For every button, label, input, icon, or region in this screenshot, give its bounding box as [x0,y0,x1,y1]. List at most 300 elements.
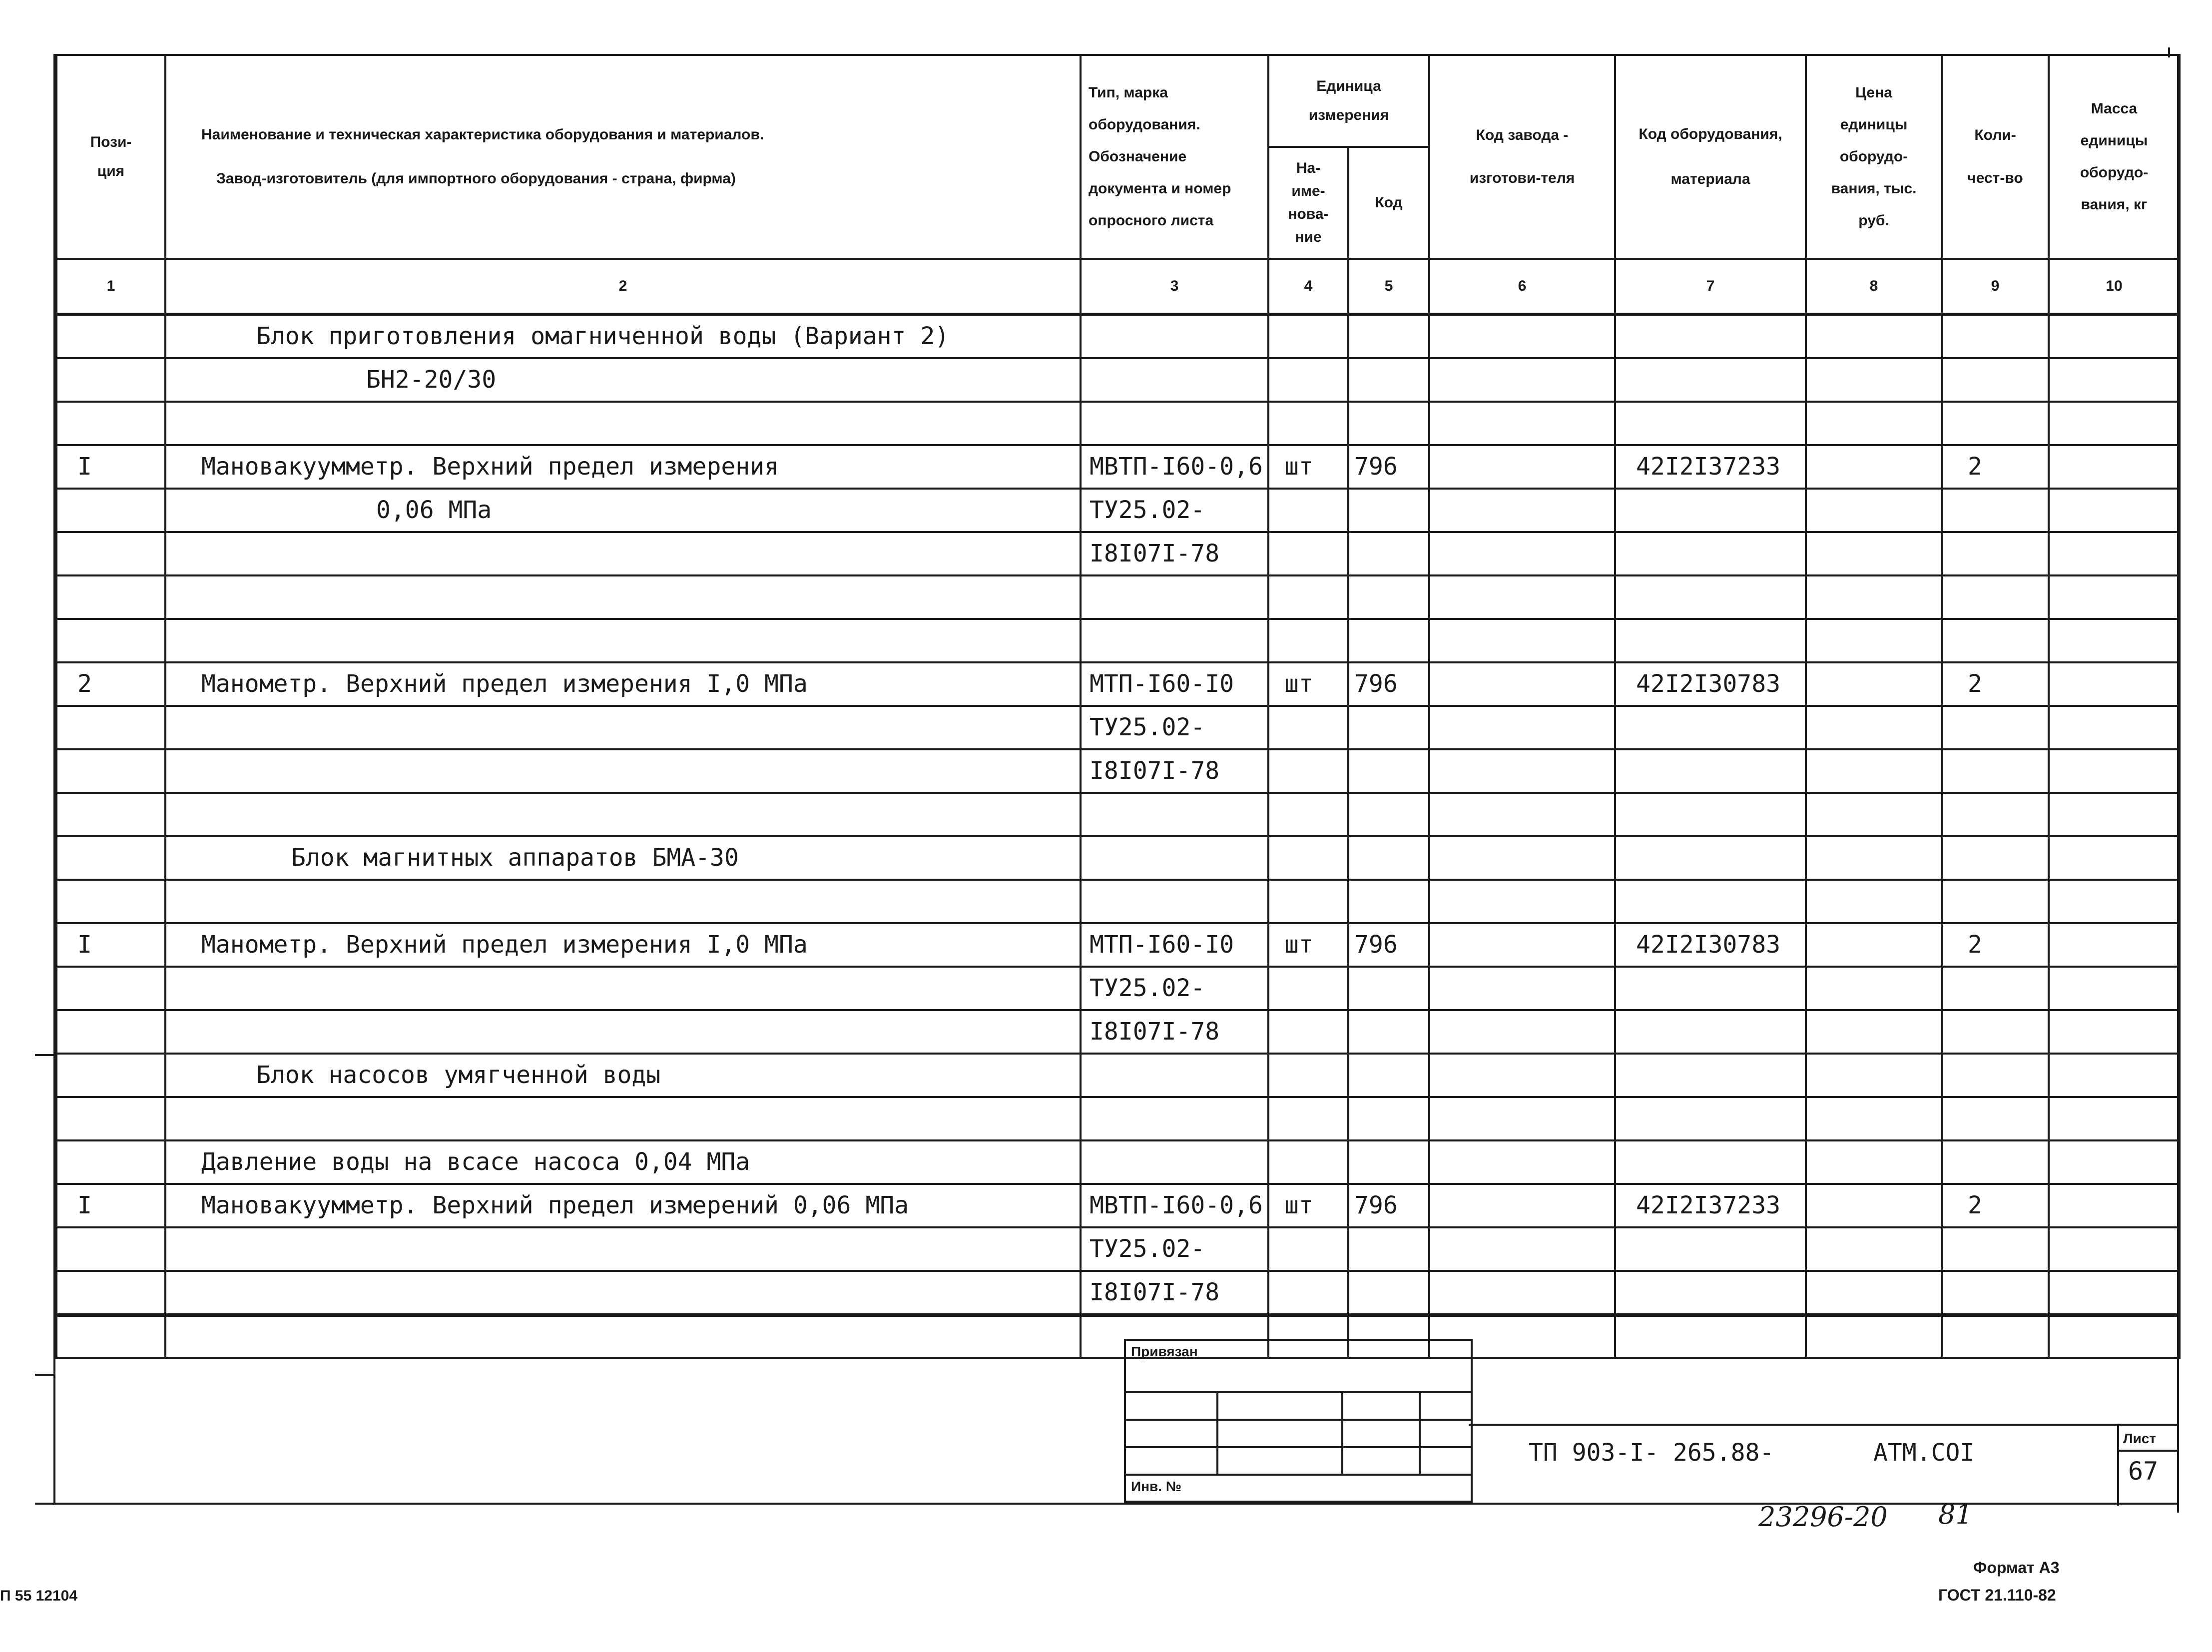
sheet-label: Лист [2123,1431,2157,1446]
unit-name-cell [1268,619,1348,662]
position-cell: 2 [56,662,165,706]
name-cell [165,532,1081,575]
equipment-code-cell: 42I2I30783 [1615,662,1806,706]
price-cell [1806,967,1942,1010]
equipment-code-cell [1615,1010,1806,1054]
handwritten-archive-number: 23296-20 [1758,1501,1888,1533]
plant-code-cell [1429,575,1615,619]
type-cell: ТУ25.02- [1081,706,1268,749]
mass-cell [2049,1140,2180,1184]
quantity-cell: 2 [1942,923,2049,967]
plant-code-cell [1429,706,1615,749]
equipment-code-cell [1615,619,1806,662]
name-cell [165,402,1081,445]
type-cell: МВТП-I60-0,6 [1081,445,1268,489]
quantity-cell [1942,489,2049,532]
table-row [56,358,2180,402]
price-cell [1806,1184,1942,1227]
mass-cell [2049,923,2180,967]
type-cell: I8I07I-78 [1081,1010,1268,1054]
plant-code-cell [1429,1010,1615,1054]
type-cell: ТУ25.02- [1081,1227,1268,1271]
quantity-cell [1942,749,2049,793]
table-row [56,967,2180,1010]
name-cell: Блок приготовления омагниченной воды (Вариант 2) [165,314,1081,358]
unit-name-cell [1268,836,1348,880]
plant-code-cell [1429,836,1615,880]
type-cell [1081,402,1268,445]
frame-line [1419,1391,1421,1474]
frame-line [1469,1424,2178,1426]
name-cell [165,1010,1081,1054]
unit-code-cell: 796 [1348,923,1429,967]
quantity-cell [1942,1227,2049,1271]
price-cell [1806,314,1942,358]
name-cell [165,793,1081,836]
unit-code-cell [1348,1097,1429,1140]
plant-code-cell [1429,1097,1615,1140]
quantity-cell [1942,532,2049,575]
equipment-code-cell [1615,532,1806,575]
name-cell: Блок насосов умягченной воды [165,1054,1081,1097]
type-cell [1081,358,1268,402]
col-number: 7 [1615,259,1806,314]
unit-code-cell [1348,880,1429,923]
table-row [56,1097,2180,1140]
col-number: 10 [2049,259,2180,314]
position-cell [56,575,165,619]
price-cell [1806,1010,1942,1054]
col-quantity-header: Коли-чест-во [1942,55,2049,259]
unit-name-cell [1268,749,1348,793]
col-price-header: Цена единицы оборудо-вания, тыс. руб. [1806,55,1942,259]
quantity-cell [1942,1271,2049,1314]
equipment-code-cell [1615,836,1806,880]
price-cell [1806,575,1942,619]
unit-name-cell: шт [1268,445,1348,489]
unit-code-cell [1348,489,1429,532]
position-cell [56,314,165,358]
table-row [56,489,2180,532]
type-cell [1081,314,1268,358]
unit-code-cell [1348,1010,1429,1054]
unit-name-cell [1268,1097,1348,1140]
type-cell: I8I07I-78 [1081,532,1268,575]
table-row [56,445,2180,489]
document-code: ТП 903-I- 265.88- [1529,1439,1774,1467]
mass-cell [2049,749,2180,793]
quantity-cell [1942,1140,2049,1184]
unit-name-cell [1268,402,1348,445]
unit-name-cell [1268,575,1348,619]
name-cell: Давление воды на всасе насоса 0,04 МПа [165,1140,1081,1184]
equipment-code-cell: 42I2I37233 [1615,445,1806,489]
equipment-spec-table [55,54,2181,1359]
price-cell [1806,1314,1942,1358]
mass-cell [2049,1010,2180,1054]
name-cell: 0,06 МПа [165,489,1081,532]
col-position-header: Пози- ция [56,55,165,259]
col-number: 1 [56,259,165,314]
price-cell [1806,1054,1942,1097]
unit-code-cell [1348,1054,1429,1097]
table-row [56,1010,2180,1054]
quantity-cell [1942,706,2049,749]
unit-code-cell: 796 [1348,445,1429,489]
header-row-top [56,55,2180,147]
mass-cell [2049,1054,2180,1097]
position-cell [56,1140,165,1184]
position-cell: I [56,445,165,489]
price-cell [1806,662,1942,706]
plant-code-cell [1429,445,1615,489]
mass-cell [2049,880,2180,923]
type-cell [1081,1054,1268,1097]
type-cell: МВТП-I60-0,6 [1081,1184,1268,1227]
table-row [56,793,2180,836]
quantity-cell [1942,402,2049,445]
name-cell [165,880,1081,923]
plant-code-cell [1429,749,1615,793]
price-cell [1806,445,1942,489]
handwritten-number: 81 [1938,1499,1973,1530]
equipment-code-cell [1615,1271,1806,1314]
position-cell [56,1314,165,1358]
type-cell: МТП-I60-I0 [1081,923,1268,967]
plant-code-cell [1429,793,1615,836]
table-row [56,1184,2180,1227]
position-cell [56,749,165,793]
name-cell: Мановакуумметр. Верхний предел измерений 0,06 МПа [165,1184,1081,1227]
col-unit-name-header: На-име-нова-ние [1268,147,1348,259]
mass-cell [2049,967,2180,1010]
col-number: 8 [1806,259,1942,314]
edge-tick [2168,47,2170,57]
type-cell: I8I07I-78 [1081,749,1268,793]
table-row [56,706,2180,749]
table-row [56,1054,2180,1097]
name-cell [165,749,1081,793]
col-number: 5 [1348,259,1429,314]
mass-cell [2049,1314,2180,1358]
price-cell [1806,1227,1942,1271]
price-cell [1806,793,1942,836]
name-cell [165,967,1081,1010]
price-cell [1806,836,1942,880]
mass-cell [2049,358,2180,402]
table-row [56,314,2180,358]
quantity-cell [1942,575,2049,619]
col-number: 9 [1942,259,2049,314]
document-suffix: АТМ.СОI [1873,1439,1975,1467]
gost-reference: ГОСТ 21.110-82 [1938,1586,2056,1604]
position-cell [56,489,165,532]
mass-cell [2049,1184,2180,1227]
position-cell [56,1227,165,1271]
unit-code-cell [1348,358,1429,402]
column-numbers-row [56,259,2180,314]
type-cell: ТУ25.02- [1081,967,1268,1010]
position-cell [56,1097,165,1140]
unit-name-cell: шт [1268,1184,1348,1227]
mass-cell [2049,836,2180,880]
name-cell [165,1097,1081,1140]
equipment-code-cell [1615,1227,1806,1271]
binding-label: Привязан [1131,1344,1198,1359]
sheet-number: 67 [2128,1457,2159,1486]
price-cell [1806,749,1942,793]
table-row [56,749,2180,793]
equipment-code-cell [1615,402,1806,445]
mass-cell [2049,1097,2180,1140]
stamp-left-code: П 55 12104 [0,1588,78,1604]
name-cell: Мановакуумметр. Верхний предел измерения [165,445,1081,489]
sheet-format: Формат А3 [1973,1559,2060,1577]
unit-name-cell [1268,706,1348,749]
mass-cell [2049,402,2180,445]
equipment-code-cell [1615,575,1806,619]
equipment-code-cell [1615,1054,1806,1097]
quantity-cell [1942,1097,2049,1140]
mass-cell [2049,445,2180,489]
quantity-cell [1942,793,2049,836]
frame-line [2119,1450,2178,1452]
position-cell [56,836,165,880]
name-cell [165,1314,1081,1358]
quantity-cell [1942,358,2049,402]
position-cell [56,402,165,445]
unit-code-cell [1348,749,1429,793]
name-cell [165,1271,1081,1314]
type-cell: I8I07I-78 [1081,1271,1268,1314]
mass-cell [2049,575,2180,619]
quantity-cell: 2 [1942,662,2049,706]
table-row [56,575,2180,619]
price-cell [1806,1140,1942,1184]
mass-cell [2049,662,2180,706]
type-cell [1081,880,1268,923]
price-cell [1806,619,1942,662]
name-cell [165,619,1081,662]
plant-code-cell [1429,880,1615,923]
col-plant-code-header: Код завода - изготови-теля [1429,55,1615,259]
name-cell: Манометр. Верхний предел измерения I,0 МПа [165,923,1081,967]
equipment-code-cell [1615,314,1806,358]
mass-cell [2049,489,2180,532]
position-cell: I [56,923,165,967]
price-cell [1806,489,1942,532]
unit-name-cell [1268,358,1348,402]
edge-tick [35,1054,55,1056]
unit-name-cell: шт [1268,923,1348,967]
position-cell [56,706,165,749]
equipment-code-cell [1615,749,1806,793]
price-cell [1806,1271,1942,1314]
quantity-cell: 2 [1942,445,2049,489]
unit-code-cell: 796 [1348,662,1429,706]
col-number: 6 [1429,259,1615,314]
table-row [56,880,2180,923]
price-cell [1806,923,1942,967]
name-cell: Манометр. Верхний предел измерения I,0 МПа [165,662,1081,706]
position-cell [56,619,165,662]
quantity-cell [1942,836,2049,880]
unit-name-cell [1268,314,1348,358]
price-cell [1806,880,1942,923]
position-cell [56,1010,165,1054]
unit-code-cell [1348,1271,1429,1314]
position-cell [56,880,165,923]
equipment-code-cell [1615,967,1806,1010]
col-name-header [165,55,1081,259]
unit-code-cell [1348,402,1429,445]
mass-cell [2049,1227,2180,1271]
quantity-cell [1942,314,2049,358]
table-row [56,532,2180,575]
equipment-code-cell [1615,1314,1806,1358]
edge-tick [35,1374,55,1376]
plant-code-cell [1429,1140,1615,1184]
type-cell: МТП-I60-I0 [1081,662,1268,706]
plant-code-cell [1429,1184,1615,1227]
unit-name-cell [1268,532,1348,575]
frame-line [1124,1474,1471,1476]
quantity-cell [1942,1054,2049,1097]
type-cell [1081,575,1268,619]
col-number: 3 [1081,259,1268,314]
unit-name-cell [1268,489,1348,532]
plant-code-cell [1429,1227,1615,1271]
name-cell: Блок магнитных аппаратов БМА-30 [165,836,1081,880]
name-cell: БН2-20/30 [165,358,1081,402]
unit-name-cell [1268,1010,1348,1054]
col-type-header: Тип, марка оборудования. Обозначение документа и номер опросного листа [1081,55,1268,259]
unit-name-cell [1268,1140,1348,1184]
name-cell [165,1227,1081,1271]
equipment-code-cell: 42I2I30783 [1615,923,1806,967]
frame-line [53,54,55,1505]
unit-code-cell [1348,575,1429,619]
position-cell: I [56,1184,165,1227]
quantity-cell [1942,619,2049,662]
price-cell [1806,1097,1942,1140]
equipment-code-cell [1615,793,1806,836]
position-cell [56,967,165,1010]
price-cell [1806,706,1942,749]
unit-name-cell [1268,880,1348,923]
position-cell [56,1054,165,1097]
table-row [56,402,2180,445]
unit-code-cell [1348,836,1429,880]
plant-code-cell [1429,489,1615,532]
unit-code-cell [1348,314,1429,358]
quantity-cell [1942,967,2049,1010]
type-cell: ТУ25.02- [1081,489,1268,532]
equipment-code-cell: 42I2I37233 [1615,1184,1806,1227]
plant-code-cell [1429,1271,1615,1314]
unit-code-cell [1348,1140,1429,1184]
unit-name-cell [1268,1227,1348,1271]
plant-code-cell [1429,619,1615,662]
unit-code-cell [1348,1227,1429,1271]
frame-line [2177,54,2179,1513]
plant-code-cell [1429,532,1615,575]
mass-cell [2049,532,2180,575]
plant-code-cell [1429,358,1615,402]
col-number: 4 [1268,259,1348,314]
unit-name-cell [1268,1054,1348,1097]
col-unit-code-header: Код [1348,147,1429,259]
equipment-code-cell [1615,358,1806,402]
plant-code-cell [1429,402,1615,445]
frame-line [1216,1391,1218,1474]
mass-cell [2049,619,2180,662]
price-cell [1806,532,1942,575]
quantity-cell [1942,1010,2049,1054]
name-cell [165,575,1081,619]
equipment-code-cell [1615,1140,1806,1184]
type-cell [1081,793,1268,836]
unit-code-cell [1348,619,1429,662]
col-unit-header: Единица измерения [1268,55,1429,147]
type-cell [1081,1097,1268,1140]
position-cell [56,532,165,575]
table-row [56,662,2180,706]
table-row [56,1271,2180,1314]
col-name-header-line2: Завод-изготовитель (для импортного оборудования - страна, фирма) [216,170,736,187]
table-row [56,619,2180,662]
price-cell [1806,358,1942,402]
table-row [56,836,2180,880]
type-cell [1081,836,1268,880]
table-row [56,1227,2180,1271]
type-cell [1081,619,1268,662]
equipment-code-cell [1615,706,1806,749]
col-equipment-code-header: Код оборудования, материала [1615,55,1806,259]
quantity-cell: 2 [1942,1184,2049,1227]
unit-name-cell [1268,967,1348,1010]
plant-code-cell [1429,923,1615,967]
plant-code-cell [1429,314,1615,358]
col-name-header-line1: Наименование и техническая характеристика оборудования и материалов. [201,126,764,143]
unit-name-cell [1268,1271,1348,1314]
equipment-code-cell [1615,1097,1806,1140]
position-cell [56,358,165,402]
unit-code-cell [1348,967,1429,1010]
plant-code-cell [1429,967,1615,1010]
position-cell [56,793,165,836]
sheet-number-box [2117,1424,2178,1506]
table-row [56,1314,2180,1358]
quantity-cell [1942,880,2049,923]
frame-line [55,1315,2179,1317]
mass-cell [2049,1271,2180,1314]
inventory-label: Инв. № [1131,1479,1182,1494]
spec-table-body [56,314,2180,1358]
plant-code-cell [1429,662,1615,706]
unit-code-cell [1348,706,1429,749]
mass-cell [2049,314,2180,358]
table-row [56,923,2180,967]
unit-name-cell: шт [1268,662,1348,706]
type-cell [1081,1140,1268,1184]
price-cell [1806,402,1942,445]
mass-cell [2049,793,2180,836]
unit-code-cell [1348,793,1429,836]
col-number: 2 [165,259,1081,314]
equipment-code-cell [1615,880,1806,923]
name-cell [165,706,1081,749]
